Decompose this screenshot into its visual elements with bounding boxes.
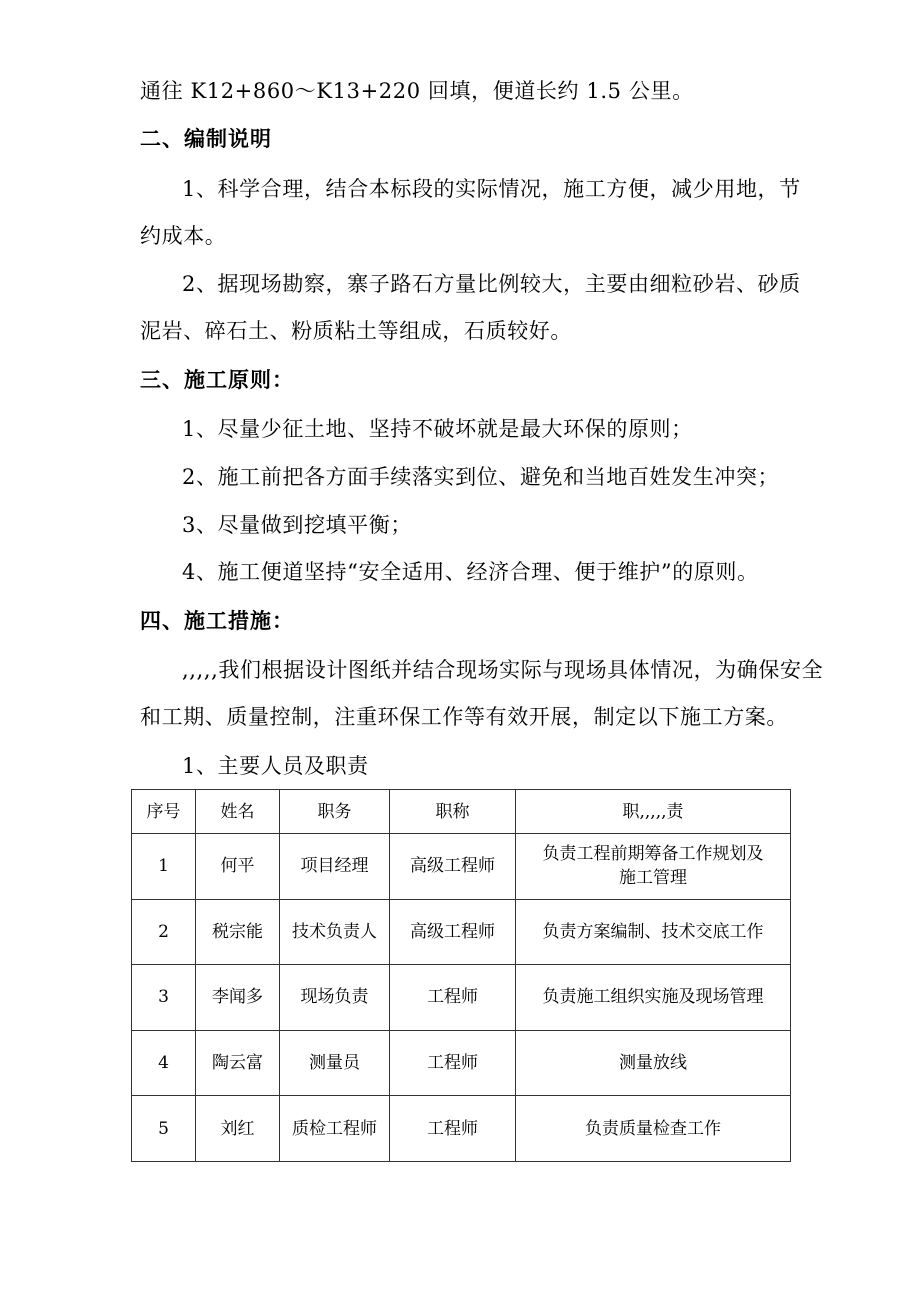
cell-index: 1 [132,834,196,900]
paragraph-item-2: 2、据现场勘察，寨子路石方量比例较大，主要由细粒砂岩、砂质 [182,272,801,296]
paragraph-item-1-cont: 约成本。 [140,224,227,248]
header-name: 姓名 [196,790,280,834]
cell-duty: 负责质量检查工作 [516,1096,791,1162]
table-header-row [132,790,791,834]
measures-paragraph: ,,,,,我们根据设计图纸并结合现场实际与现场具体情况，为确保安全 [182,658,824,682]
measures-paragraph-cont: 和工期、质量控制，注重环保工作等有效开展，制定以下施工方案。 [140,705,788,729]
principle-1: 1、尽量少征土地、坚持不破坏就是最大环保的原则； [182,417,693,441]
cell-position: 测量员 [280,1030,390,1096]
cell-duty: 负责方案编制、技术交底工作 [516,899,791,965]
table-row [132,1096,791,1162]
staff-table [131,789,791,1162]
cell-name: 陶云富 [196,1030,280,1096]
cell-name: 刘红 [196,1096,280,1162]
header-index: 序号 [132,790,196,834]
cell-position: 质检工程师 [280,1096,390,1162]
header-position: 职务 [280,790,390,834]
cell-name: 税宗能 [196,899,280,965]
cell-title: 工程师 [390,965,516,1031]
paragraph-item-2-cont: 泥岩、碎石土、粉质粘土等组成，石质较好。 [140,319,572,343]
table-row [132,899,791,965]
table-row [132,834,791,900]
paragraph-item-1: 1、科学合理，结合本标段的实际情况，施工方便，减少用地，节 [182,177,801,201]
cell-duty: 测量放线 [516,1030,791,1096]
cell-title: 工程师 [390,1096,516,1162]
principle-3: 3、尽量做到挖填平衡； [182,513,412,537]
header-duty: 职,,,,,责 [516,790,791,834]
cell-title: 高级工程师 [390,899,516,965]
cell-index: 4 [132,1030,196,1096]
cell-title: 工程师 [390,1030,516,1096]
cell-position: 技术负责人 [280,899,390,965]
paragraph-road-length: 通往 K12+860～K13+220 回填，便道长约 1.5 公里。 [140,79,694,103]
cell-title: 高级工程师 [390,834,516,900]
cell-index: 5 [132,1096,196,1162]
section-heading-3: 三、施工原则： [140,367,294,392]
cell-position: 项目经理 [280,834,390,900]
principle-2: 2、施工前把各方面手续落实到位、避免和当地百姓发生冲突； [182,465,780,489]
table-row [132,1030,791,1096]
table-row [132,965,791,1031]
header-title: 职称 [390,790,516,834]
cell-index: 3 [132,965,196,1031]
cell-name: 何平 [196,834,280,900]
cell-index: 2 [132,899,196,965]
cell-position: 现场负责 [280,965,390,1031]
section-heading-4: 四、施工措施： [140,608,294,633]
cell-duty: 负责工程前期筹备工作规划及施工管理 [516,834,791,900]
subheading-staff: 1、主要人员及职责 [182,754,369,778]
cell-duty: 负责施工组织实施及现场管理 [516,965,791,1031]
cell-name: 李闻多 [196,965,280,1031]
principle-4: 4、施工便道坚持“安全适用、经济合理、便于维护”的原则。 [182,560,759,584]
section-heading-2: 二、编制说明 [140,126,272,151]
